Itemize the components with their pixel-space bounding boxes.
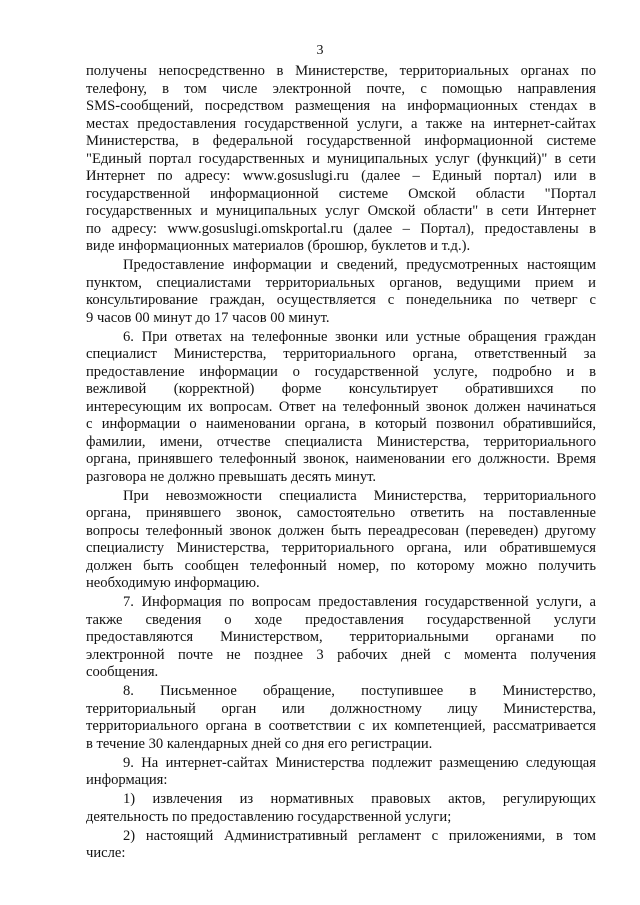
page-number: 3 [316,43,324,58]
text-line: 9. На интернет-сайтах Министерства подлежит размещению следующая [123,754,596,771]
text-line: фамилии, имени, отчестве специалиста Министерства, территориального [86,433,596,450]
text-line: необходимую информацию. [86,575,260,591]
text-line: специалист Министерства, территориального органа, ответственный за [86,346,596,362]
text-line: Предоставление информации и сведений, предусмотренных настоящим [123,257,596,273]
text-line: деятельность по предоставлению государственной услуги; [86,808,452,825]
text-line: телефону, в том числе электронной почте, с помощью направления [86,80,596,97]
text-line: специалисту Министерства, территориального органа, или обратившемуся [86,540,596,556]
text-line: "Единый портал государственных и муниципальных услуг (функций)" в сети [86,150,596,167]
text-line: территориальный орган или должностному лицу Министерства, [86,700,596,717]
text-line: вопросы телефонный звонок должен быть переадресован (переведен) другому [86,522,596,539]
text-line: территориального органа в соответствии с их компетенцией, рассматривается [86,718,596,734]
text-line: виде информационных материалов (брошюр, буклетов и т.д.). [86,238,471,254]
text-line: 1) извлечения из нормативных правовых актов, регулирующих [123,791,596,807]
text-line: интересующим их вопросам. Ответ на телефонный звонок должен начинаться [86,398,596,415]
text-line: SMS-сообщений, посредством размещения на информационных стендах в [86,98,596,114]
text-line: также сведения о ходе предоставления государственной услуги [86,611,596,628]
text-line: с информации о наименовании органа, в который позвонил обратившийся, [86,416,596,432]
text-line: 2) настоящий Административный регламент с приложениями, в том [123,827,596,844]
text-line: электронной почте не позднее 3 рабочих дней с момента получения [86,646,596,663]
text-line: предоставляются Министерством, территориальными органами по [86,629,596,645]
text-line: При невозможности специалиста Министерства, территориального [123,487,596,504]
text-line: государственных и муниципальных услуг Омской области" в сети Интернет [86,203,596,219]
text-line: информация: [86,772,168,788]
text-line: предоставление информации о государственной услуге, подробно и в [86,363,596,380]
text-line: сообщения. [86,664,159,680]
text-line: 7. Информация по вопросам предоставления государственной услуги, а [123,594,596,610]
text-line: консультирование граждан, осуществляется с понедельника по четверг с [86,292,596,308]
text-line: 6. При ответах на телефонные звонки или устные обращения граждан [123,328,596,345]
text-line: разговора не должно превышать десять минут. [86,468,377,485]
text-line: числе: [86,845,126,861]
text-line: вежливой (корректной) форме консультирует обратившихся по [86,381,596,397]
text-line: Интернет по адресу: www.gosuslugi.ru (далее – Единый портал) или в [86,168,596,184]
document-body [86,63,596,863]
text-line: местах предоставления государственной услуги, а также на интернет-сайтах [86,115,596,132]
text-line: должен быть сообщен телефонный номер, по которому можно получить [86,557,596,574]
text-line: получены непосредственно в Министерстве, территориальных органах по [86,63,596,79]
text-line: пунктом, специалистами территориальных органов, ведущими прием и [86,274,596,291]
text-line: Министерства, в федеральной государственной информационной системе [86,133,596,149]
text-line: по адресу: www.gosuslugi.omskportal.ru (далее – Портал), предоставлены в [86,220,596,237]
text-line: в течение 30 календарных дней со дня его регистрации. [86,735,433,752]
text-line: 9 часов 00 минут до 17 часов 00 минут. [86,309,330,326]
text-line: 8. Письменное обращение, поступившее в Министерство, [123,683,596,699]
text-line: органа, принявшего телефонный звонок, наименовании его должности. Время [86,451,596,467]
text-line: органа, принявшего звонок, самостоятельно ответить на поставленные [86,505,596,521]
text-line: государственной информационной системе Омской области "Портал [86,185,596,202]
